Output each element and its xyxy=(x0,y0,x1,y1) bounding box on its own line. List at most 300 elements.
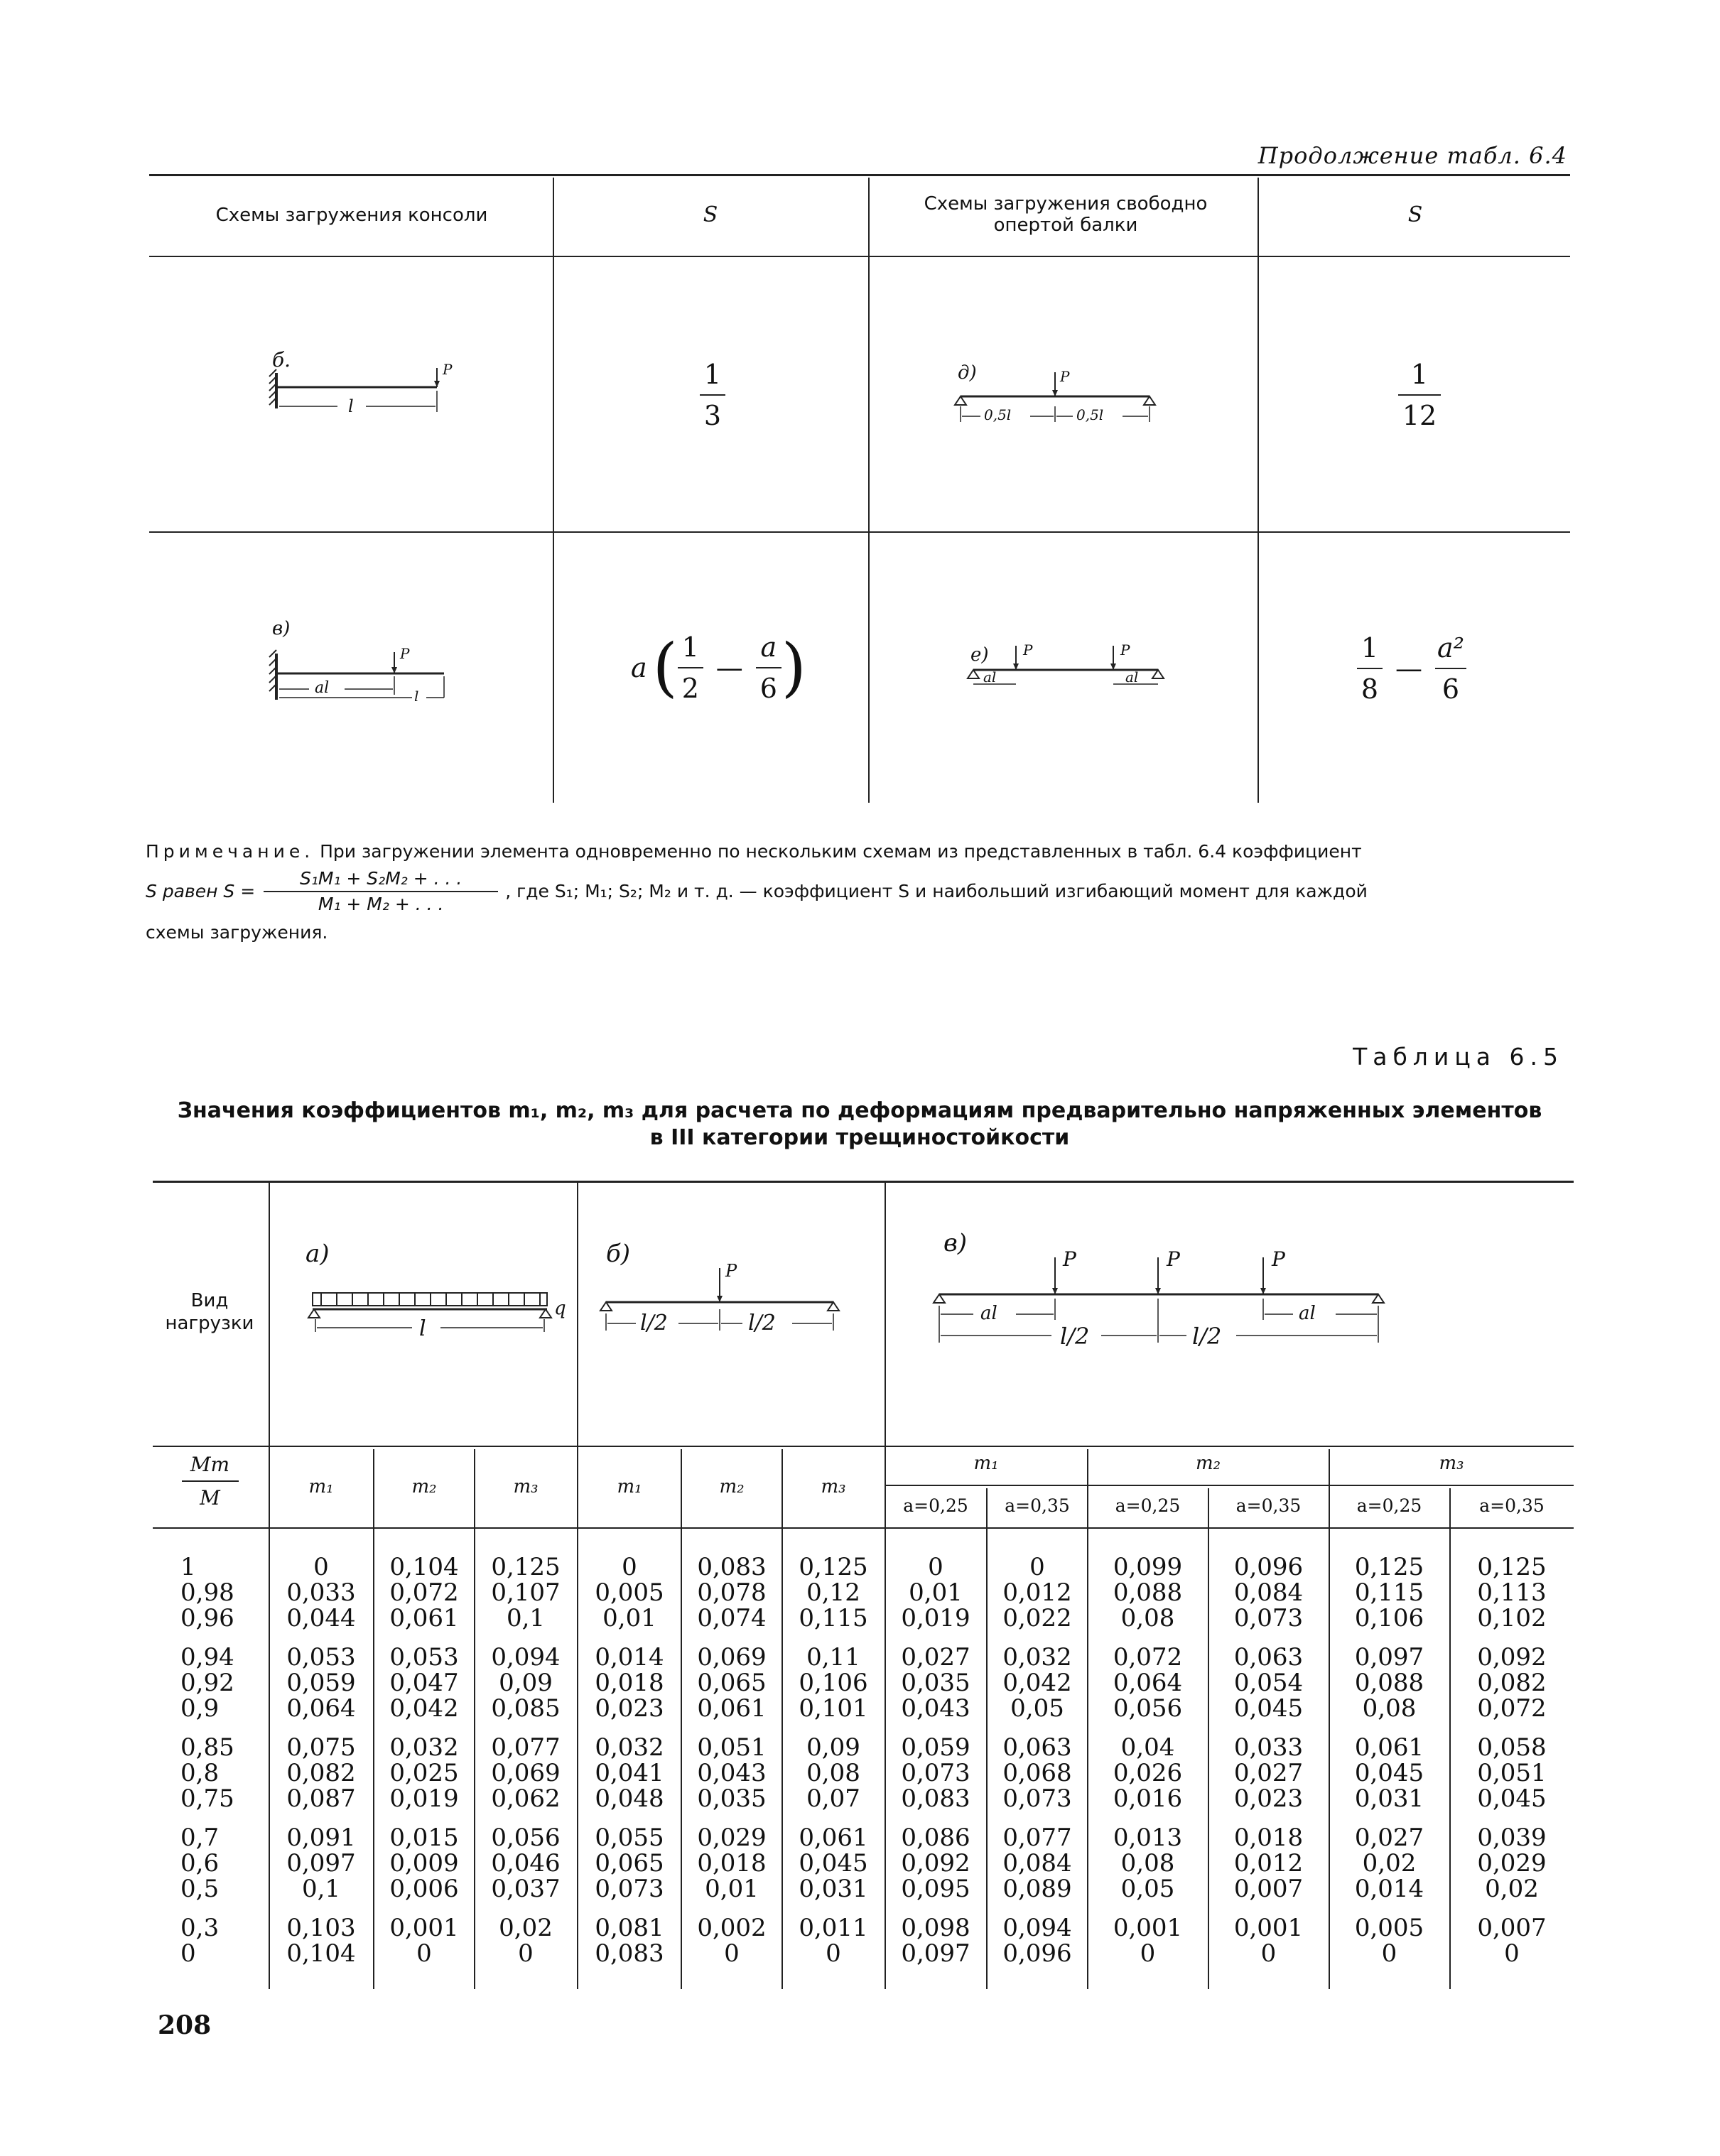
right-paren: ) xyxy=(781,630,806,705)
table-cell: 0,082 xyxy=(1477,1669,1547,1697)
frac-num: a² xyxy=(1437,632,1464,663)
table-cell: 0,01 xyxy=(705,1875,759,1903)
t65-vline xyxy=(1208,1488,1209,1989)
page-number: 208 xyxy=(158,2010,212,2040)
table-cell: 0,092 xyxy=(901,1849,970,1878)
q-label: q xyxy=(554,1298,566,1319)
s-value-d-num: 1 xyxy=(1410,359,1429,390)
s-value-b-num: 1 xyxy=(703,359,722,390)
hdr-v-m3-a035: a=0,35 xyxy=(1479,1495,1545,1516)
table-cell: 0,12 xyxy=(806,1578,860,1607)
ratio-header xyxy=(155,1453,265,1510)
diagram-v-label: в) xyxy=(943,1229,968,1257)
table-cell: 0,98 xyxy=(180,1578,234,1607)
table-cell: 0,044 xyxy=(286,1604,356,1632)
table-cell: 0,05 xyxy=(1120,1875,1175,1903)
table-cell: 0,094 xyxy=(1002,1914,1072,1942)
table-cell: 0,012 xyxy=(1233,1849,1304,1878)
table-cell: 0,02 xyxy=(499,1914,553,1942)
table-cell: 0,07 xyxy=(806,1784,860,1813)
table-cell: 0,011 xyxy=(799,1914,868,1942)
table-cell: 0 xyxy=(313,1553,329,1581)
table-cell: 0,039 xyxy=(1477,1824,1547,1852)
table-cell: 0,045 xyxy=(1354,1759,1424,1787)
table-cell: 0,046 xyxy=(491,1849,561,1878)
t65-vline xyxy=(373,1449,374,1989)
s-value-v-frac-b xyxy=(756,632,781,704)
table-cell: 0,02 xyxy=(1485,1875,1539,1903)
table-cell: 0,051 xyxy=(1477,1759,1547,1787)
table64-row-rule xyxy=(149,531,1570,533)
t65-vline xyxy=(474,1449,475,1989)
half-span-label: l/2 xyxy=(748,1311,776,1336)
table-cell: 0,096 xyxy=(1233,1553,1304,1581)
table-cell: 0 xyxy=(622,1553,637,1581)
table-cell: 0,098 xyxy=(901,1914,970,1942)
table-cell: 0,92 xyxy=(180,1669,234,1697)
load-p-label: P xyxy=(1120,641,1130,659)
table-cell: 0,065 xyxy=(595,1849,664,1878)
frac-den: 6 xyxy=(1442,673,1460,705)
table65-header-rule xyxy=(153,1527,1574,1529)
t65-vline xyxy=(1087,1449,1088,1989)
table-cell: 0 xyxy=(826,1939,841,1968)
table-cell: 0,051 xyxy=(697,1733,767,1762)
table-cell: 0,068 xyxy=(1002,1759,1072,1787)
table-cell: 0,069 xyxy=(491,1759,561,1787)
al-label: al xyxy=(1125,668,1139,686)
table-cell: 0,089 xyxy=(1002,1875,1072,1903)
table-cell: 0,115 xyxy=(799,1604,868,1632)
table-cell: 0 xyxy=(180,1939,196,1968)
span-l-label: l xyxy=(419,1316,426,1341)
table-cell: 0,043 xyxy=(901,1694,970,1723)
table-cell: 0,083 xyxy=(697,1553,767,1581)
table64-col-divider-1 xyxy=(553,178,554,803)
table-cell: 0 xyxy=(1260,1939,1277,1968)
t65-vline xyxy=(986,1488,988,1989)
table-cell: 0,063 xyxy=(1233,1643,1304,1672)
cantilever-partial-load-svg xyxy=(266,618,465,703)
hdr-a-m3: m₃ xyxy=(513,1476,539,1497)
table-cell: 0,096 xyxy=(1002,1939,1072,1968)
table-cell: 0,082 xyxy=(286,1759,356,1787)
table-cell: 0,09 xyxy=(499,1669,553,1697)
table-cell: 0,014 xyxy=(1354,1875,1424,1903)
half-span-label: l/2 xyxy=(640,1311,668,1336)
table-cell: 0,077 xyxy=(1002,1824,1072,1852)
table64-col3-header: Схемы загружения свободно опертой балки xyxy=(924,193,1208,236)
frac-den: 6 xyxy=(759,673,777,704)
table-cell: 0,041 xyxy=(595,1759,664,1787)
span-l-label: l xyxy=(348,396,354,416)
table-cell: 0,94 xyxy=(180,1643,234,1672)
al-label: al xyxy=(980,1303,997,1324)
table-cell: 0,031 xyxy=(799,1875,868,1903)
load-p-label: P xyxy=(1063,1247,1076,1271)
table-cell: 0,009 xyxy=(389,1849,459,1878)
frac-num: a xyxy=(760,632,777,663)
half-span-label: 0,5l xyxy=(1076,406,1104,423)
beam-center-load-diagram xyxy=(952,362,1165,426)
hdr-v-m1: m₁ xyxy=(973,1453,999,1474)
frac-den: 2 xyxy=(681,673,699,704)
table-cell: 0,08 xyxy=(1362,1694,1417,1723)
table-cell: 0,023 xyxy=(1233,1784,1304,1813)
continuation-label: Продолжение табл. 6.4 xyxy=(1257,142,1567,169)
table-cell: 0,073 xyxy=(1002,1784,1072,1813)
table-cell: 0,032 xyxy=(1002,1643,1072,1672)
table-cell: 0,043 xyxy=(697,1759,767,1787)
table-cell: 0,022 xyxy=(1002,1604,1072,1632)
frac-num: 1 xyxy=(681,632,699,663)
half-span-label: l/2 xyxy=(1060,1323,1090,1350)
table-cell: 0,037 xyxy=(491,1875,561,1903)
scheme-label-e: е) xyxy=(970,644,989,666)
table-cell: 0 xyxy=(1029,1553,1045,1581)
load-p-label: P xyxy=(1272,1247,1285,1271)
table-cell: 0,058 xyxy=(1477,1733,1547,1762)
table-cell: 0,106 xyxy=(1354,1604,1424,1632)
t65-vline xyxy=(269,1183,270,1989)
scheme-label-v: в) xyxy=(272,618,291,639)
left-paren: ( xyxy=(652,630,678,705)
table-cell: 0,1 xyxy=(506,1604,546,1632)
table-cell: 0,029 xyxy=(1477,1849,1547,1878)
table-cell: 0,033 xyxy=(286,1578,356,1607)
s-value-d-den: 12 xyxy=(1402,400,1437,431)
hdr-b-m1: m₁ xyxy=(617,1476,642,1497)
table-cell: 0,073 xyxy=(1233,1604,1304,1632)
frac-den: 8 xyxy=(1361,673,1379,705)
table-cell: 0,023 xyxy=(595,1694,664,1723)
table-cell: 0,09 xyxy=(806,1733,860,1762)
table-cell: 0,104 xyxy=(286,1939,356,1968)
s-value-e-frac-a xyxy=(1357,632,1383,705)
diagram-b-svg xyxy=(593,1240,849,1346)
hdr-v-m3: m₃ xyxy=(1439,1453,1464,1474)
table-cell: 0,75 xyxy=(180,1784,234,1813)
table-cell: 0,85 xyxy=(180,1733,234,1762)
diagram-a-uniform-load xyxy=(305,1240,575,1346)
table-cell: 1 xyxy=(180,1553,196,1581)
table-cell: 0,005 xyxy=(1354,1914,1424,1942)
s-value-v xyxy=(631,629,806,707)
half-span-label: l/2 xyxy=(1192,1323,1222,1350)
load-p-label: P xyxy=(443,361,453,378)
table-cell: 0,113 xyxy=(1477,1578,1547,1607)
table-cell: 0,7 xyxy=(180,1824,220,1852)
table-cell: 0,042 xyxy=(389,1694,459,1723)
table-cell: 0,088 xyxy=(1113,1578,1183,1607)
table64-top-rule xyxy=(149,174,1570,176)
t65-vline xyxy=(1329,1449,1330,1989)
hdr-v-m1-a035: a=0,35 xyxy=(1005,1495,1070,1516)
table64-col4-header: S xyxy=(1407,202,1423,227)
table-cell: 0,11 xyxy=(806,1643,860,1672)
table-cell: 0,061 xyxy=(389,1604,459,1632)
table-cell: 0,072 xyxy=(389,1578,459,1607)
diagram-b-center-load xyxy=(593,1240,849,1346)
table-cell: 0,085 xyxy=(491,1694,561,1723)
table-cell: 0,005 xyxy=(595,1578,664,1607)
table-cell: 0,073 xyxy=(595,1875,664,1903)
note-formula-den: M₁ + M₂ + . . . xyxy=(318,894,444,914)
table-cell: 0,035 xyxy=(697,1784,767,1813)
table-cell: 0,125 xyxy=(1354,1553,1424,1581)
table65-title-line-2: в III категории трещиностойкости xyxy=(649,1125,1070,1150)
table-cell: 0,077 xyxy=(491,1733,561,1762)
table-cell: 0,107 xyxy=(491,1578,561,1607)
t65-vline xyxy=(577,1183,578,1989)
diagram-v-three-loads xyxy=(931,1229,1400,1350)
table-cell: 0,125 xyxy=(799,1553,868,1581)
table-cell: 0,092 xyxy=(1477,1643,1547,1672)
table-cell: 0,01 xyxy=(602,1604,656,1632)
table-cell: 0,078 xyxy=(697,1578,767,1607)
s-value-v-frac-a xyxy=(678,632,703,704)
hdr-b-m3: m₃ xyxy=(821,1476,846,1497)
table-cell: 0,099 xyxy=(1113,1553,1183,1581)
note-formula-num: S₁M₁ + S₂M₂ + . . . xyxy=(299,868,463,889)
beam-two-loads-diagram xyxy=(961,636,1174,693)
table-cell: 0,091 xyxy=(286,1824,356,1852)
table-cell: 0,5 xyxy=(180,1875,220,1903)
table-cell: 0,007 xyxy=(1233,1875,1304,1903)
table-cell: 0,027 xyxy=(1354,1824,1424,1852)
table-cell: 0,115 xyxy=(1354,1578,1424,1607)
half-span-label: 0,5l xyxy=(984,406,1012,423)
table-cell: 0,069 xyxy=(697,1643,767,1672)
al-label: al xyxy=(983,668,997,686)
table-cell: 0,032 xyxy=(389,1733,459,1762)
table-cell: 0,001 xyxy=(1233,1914,1304,1942)
table-cell: 0,9 xyxy=(180,1694,220,1723)
cantilever-end-load-svg xyxy=(266,348,451,419)
load-p-label: P xyxy=(1023,641,1033,659)
table65-title-line-1: Значения коэффициентов m₁, m₂, m₃ для расчета по деформациям предварительно напряженных элементов xyxy=(177,1098,1542,1123)
table-cell: 0,083 xyxy=(595,1939,664,1968)
table-cell: 0,064 xyxy=(1113,1669,1183,1697)
table-cell: 0,029 xyxy=(697,1824,767,1852)
s-value-v-prefix: a xyxy=(631,652,647,683)
table-cell: 0,053 xyxy=(389,1643,459,1672)
s-value-d xyxy=(1398,359,1441,431)
load-p-label: P xyxy=(400,645,410,662)
s-value-e-frac-b xyxy=(1435,632,1466,705)
table-cell: 0,053 xyxy=(286,1643,356,1672)
t65-vline xyxy=(885,1183,886,1989)
table-cell: 0,033 xyxy=(1233,1733,1304,1762)
table-cell: 0,056 xyxy=(1113,1694,1183,1723)
note-line-3: схемы загружения. xyxy=(146,922,328,943)
table-cell: 0,019 xyxy=(901,1604,970,1632)
table-cell: 0,081 xyxy=(595,1914,664,1942)
table-cell: 0,097 xyxy=(1354,1643,1424,1672)
table-cell: 0,106 xyxy=(799,1669,868,1697)
t65-vline xyxy=(781,1449,783,1989)
table-cell: 0,04 xyxy=(1120,1733,1175,1762)
note-text-2-post: , где S₁; M₁; S₂; M₂ и т. д. — коэффициент S и наибольший изгибающий момент для каждой xyxy=(505,881,1368,901)
hdr-v-m2: m₂ xyxy=(1195,1453,1221,1474)
note-line-1 xyxy=(146,837,1574,867)
table-cell: 0,061 xyxy=(1354,1733,1424,1762)
table-cell: 0,097 xyxy=(901,1939,970,1968)
table-cell: 0,019 xyxy=(389,1784,459,1813)
table65-subgroup-rule xyxy=(885,1485,1574,1486)
table-cell: 0,001 xyxy=(1113,1914,1183,1942)
t65-vline xyxy=(681,1449,682,1989)
note-text-1: При загружении элемента одновременно по нескольким схемам из представленных в табл. 6.4 коэффициент xyxy=(320,841,1362,862)
table-cell: 0,095 xyxy=(901,1875,970,1903)
table-cell: 0,075 xyxy=(286,1733,356,1762)
table64-col1-header: Схемы загружения консоли xyxy=(215,205,488,226)
table-cell: 0,083 xyxy=(901,1784,970,1813)
table64-col-divider-2 xyxy=(868,178,870,803)
s-value-b-den: 3 xyxy=(703,400,722,431)
table-cell: 0,007 xyxy=(1477,1914,1547,1942)
table-cell: 0 xyxy=(928,1553,943,1581)
load-p-label: P xyxy=(725,1261,737,1281)
table-cell: 0,045 xyxy=(1477,1784,1547,1813)
note-text-2-pre: S равен S = xyxy=(146,881,256,901)
table65-top-rule xyxy=(153,1181,1574,1183)
hdr-v-m2-a035: a=0,35 xyxy=(1235,1495,1302,1516)
diagram-a-svg xyxy=(305,1240,575,1346)
hdr-a-m2: m₂ xyxy=(411,1476,437,1497)
table65-diagram-rule xyxy=(153,1446,1574,1447)
table-cell: 0,015 xyxy=(389,1824,459,1852)
table-cell: 0,063 xyxy=(1002,1733,1072,1762)
table-cell: 0,001 xyxy=(389,1914,459,1942)
table-cell: 0,086 xyxy=(901,1824,970,1852)
table-cell: 0,025 xyxy=(389,1759,459,1787)
table-cell: 0,059 xyxy=(901,1733,970,1762)
table-cell: 0,062 xyxy=(491,1784,561,1813)
table-cell: 0,1 xyxy=(301,1875,341,1903)
frac-num: 1 xyxy=(1361,632,1379,663)
table-cell: 0,013 xyxy=(1113,1824,1183,1852)
table-cell: 0,042 xyxy=(1002,1669,1072,1697)
table-cell: 0,045 xyxy=(799,1849,868,1878)
table-cell: 0 xyxy=(416,1939,432,1968)
al-label: al xyxy=(315,679,330,697)
table-cell: 0,018 xyxy=(595,1669,664,1697)
al-label: al xyxy=(1299,1303,1316,1324)
table-cell: 0,05 xyxy=(1010,1694,1064,1723)
table-cell: 0,002 xyxy=(697,1914,767,1942)
table-cell: 0,01 xyxy=(909,1578,963,1607)
table-cell: 0,018 xyxy=(697,1849,767,1878)
table-cell: 0,056 xyxy=(491,1824,561,1852)
table-cell: 0,054 xyxy=(1233,1669,1304,1697)
table-cell: 0,061 xyxy=(799,1824,868,1852)
table-cell: 0,102 xyxy=(1477,1604,1547,1632)
diagram-a-label: а) xyxy=(305,1240,330,1268)
table-cell: 0,072 xyxy=(1113,1643,1183,1672)
table-cell: 0,088 xyxy=(1354,1669,1424,1697)
diagram-b-label: б) xyxy=(606,1240,631,1268)
diagram-v-svg xyxy=(931,1229,1400,1350)
table-cell: 0,026 xyxy=(1113,1759,1183,1787)
table-cell: 0,055 xyxy=(595,1824,664,1852)
table-cell: 0,065 xyxy=(697,1669,767,1697)
table-cell: 0,031 xyxy=(1354,1784,1424,1813)
table-cell: 0,012 xyxy=(1002,1578,1072,1607)
table-cell: 0,035 xyxy=(901,1669,970,1697)
table-cell: 0,084 xyxy=(1233,1578,1304,1607)
hdr-b-m2: m₂ xyxy=(719,1476,745,1497)
ratio-num: Mт xyxy=(190,1453,230,1476)
table-cell: 0,016 xyxy=(1113,1784,1183,1813)
table-cell: 0,103 xyxy=(286,1914,356,1942)
table-cell: 0,104 xyxy=(389,1553,459,1581)
span-l-label: l xyxy=(414,688,419,705)
table-cell: 0,6 xyxy=(180,1849,220,1878)
table65-label: Таблица 6.5 xyxy=(1353,1043,1564,1071)
minus-sign: — xyxy=(715,652,743,683)
table-cell: 0,101 xyxy=(799,1694,868,1723)
table-cell: 0,061 xyxy=(697,1694,767,1723)
table-cell: 0,125 xyxy=(491,1553,561,1581)
table-cell: 0,084 xyxy=(1002,1849,1072,1878)
minus-sign: — xyxy=(1395,653,1422,684)
table64-col2-header: S xyxy=(703,202,718,227)
note-heading: Примечание. xyxy=(146,841,315,862)
table65-title xyxy=(146,1098,1574,1152)
table-cell: 0,027 xyxy=(901,1643,970,1672)
table-cell: 0,073 xyxy=(901,1759,970,1787)
table-cell: 0,072 xyxy=(1477,1694,1547,1723)
table-cell: 0,014 xyxy=(595,1643,664,1672)
scheme-label-b: б. xyxy=(272,348,291,372)
load-type-label: Вид нагрузки xyxy=(165,1290,254,1334)
table-cell: 0,08 xyxy=(1120,1849,1175,1878)
table-cell: 0,094 xyxy=(491,1643,561,1672)
t65-vline xyxy=(1449,1488,1451,1989)
hdr-a-m1: m₁ xyxy=(308,1476,334,1497)
table-cell: 0,02 xyxy=(1362,1849,1417,1878)
table-cell: 0,006 xyxy=(389,1875,459,1903)
table-cell: 0,032 xyxy=(595,1733,664,1762)
table-cell: 0,097 xyxy=(286,1849,356,1878)
cantilever-partial-load-diagram xyxy=(266,618,465,703)
hdr-v-m2-a025: a=0,25 xyxy=(1115,1495,1181,1516)
table-cell: 0,125 xyxy=(1477,1553,1547,1581)
load-p-label: P xyxy=(1060,368,1070,385)
table-cell: 0,3 xyxy=(180,1914,220,1942)
table-cell: 0,018 xyxy=(1233,1824,1304,1852)
table-cell: 0,047 xyxy=(389,1669,459,1697)
table-cell: 0,045 xyxy=(1233,1694,1304,1723)
table-cell: 0,08 xyxy=(806,1759,860,1787)
table-cell: 0,059 xyxy=(286,1669,356,1697)
table-cell: 0,074 xyxy=(697,1604,767,1632)
table-cell: 0,027 xyxy=(1233,1759,1304,1787)
table-cell: 0 xyxy=(724,1939,740,1968)
load-p-label: P xyxy=(1167,1247,1180,1271)
table-cell: 0,8 xyxy=(180,1759,220,1787)
table-cell: 0 xyxy=(1504,1939,1520,1968)
table-cell: 0,96 xyxy=(180,1604,234,1632)
table-cell: 0 xyxy=(1140,1939,1156,1968)
hdr-v-m3-a025: a=0,25 xyxy=(1356,1495,1422,1516)
s-value-e xyxy=(1357,632,1466,705)
table-cell: 0,064 xyxy=(286,1694,356,1723)
table-cell: 0,048 xyxy=(595,1784,664,1813)
table64-header-rule xyxy=(149,256,1570,257)
table-cell: 0 xyxy=(518,1939,534,1968)
